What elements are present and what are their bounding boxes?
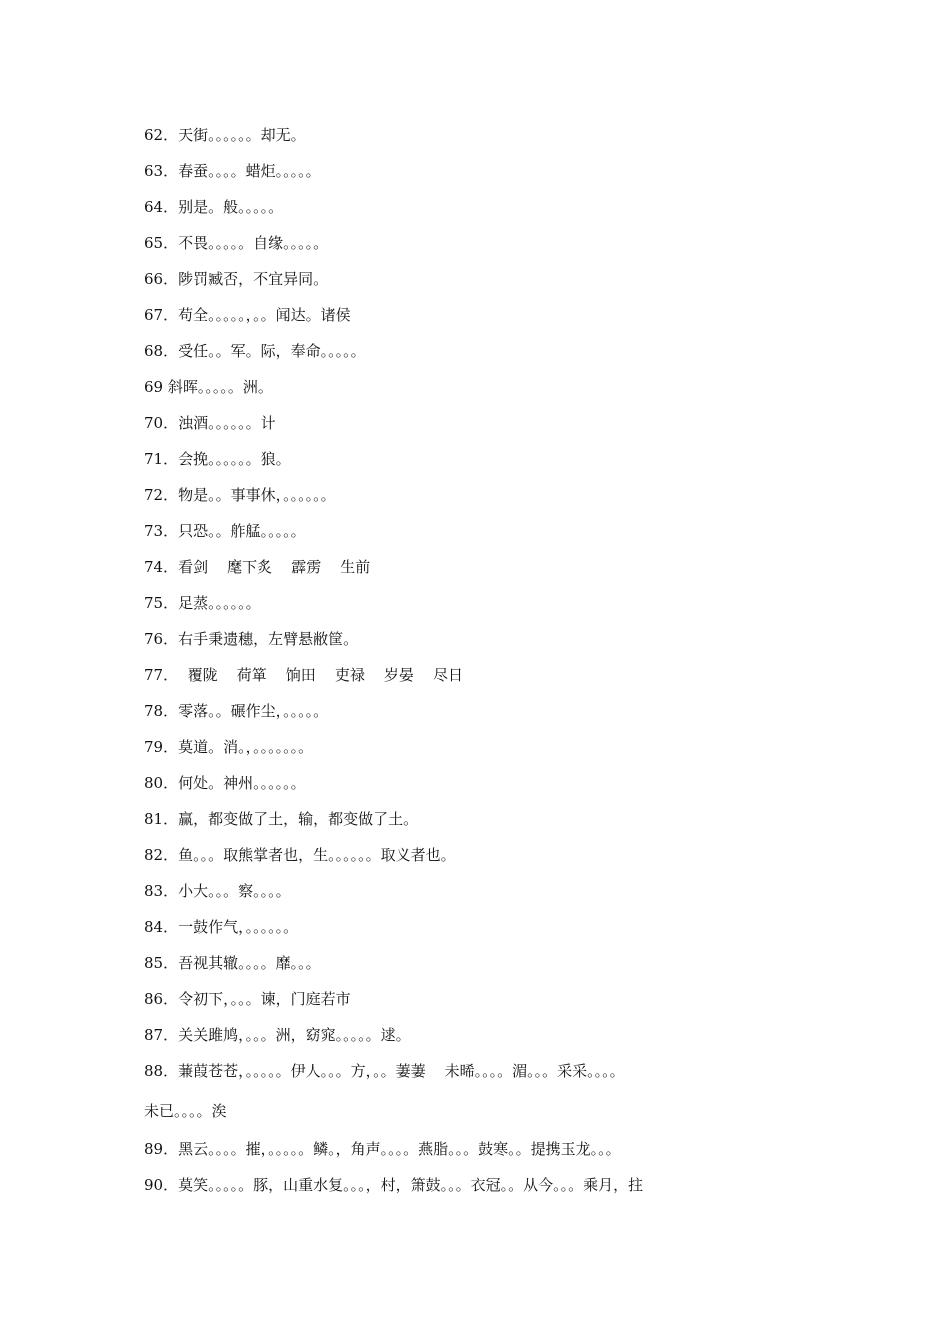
- answer-line-77: 77． 覆陇 荷箪 饷田 吏禄 岁晏 尽日: [144, 666, 463, 684]
- answer-line-90: 90．莫笑。。。。。豚，山重水复。。。，村，箫鼓。。。衣冠。。从今。。。乘月，拄: [144, 1176, 644, 1194]
- answer-line-67: 67．苟全。。。。。，。。闻达。诸侯: [144, 306, 351, 324]
- answer-line-76: 76．右手秉遗穗，左臂悬敝筐。: [144, 630, 359, 648]
- answer-line-82: 82．鱼。。。取熊掌者也，生。。。。。。取义者也。: [144, 846, 456, 864]
- answer-list: [144, 124, 834, 1210]
- answer-line-64: 64．别是。般。。。。。: [144, 198, 284, 216]
- answer-line-73: 73．只恐。。舴艋。。。。。: [144, 522, 306, 540]
- answer-line-89: 89．黑云。。。。摧，。。。。。鳞。，角声。。。。燕脂。。。鼓寒。。提携玉龙。。。: [144, 1140, 621, 1158]
- answer-line-72: 72．物是。。事事休，。。。。。。: [144, 486, 336, 504]
- answer-line-79: 79．莫道。消。，。。。。。。。: [144, 738, 314, 756]
- answer-line-81: 81．赢，都变做了土，输，都变做了土。: [144, 810, 419, 828]
- answer-line-62: 62．天街。。。。。。却无。: [144, 126, 306, 144]
- answer-line-63: 63．春蚕。。。。蜡炬。。。。。: [144, 162, 321, 180]
- answer-line-86: 86．令初下，。。。谏，门庭若市: [144, 990, 351, 1008]
- answer-line-69: 69 斜晖。。。。。洲。: [144, 378, 273, 396]
- answer-line-87: 87．关关雎鸠，。。。洲，窈窕。。。。。逑。: [144, 1026, 411, 1044]
- answer-line-70: 70．浊酒。。。。。。计: [144, 414, 276, 432]
- answer-line-84: 84．一鼓作气，。。。。。。: [144, 918, 299, 936]
- answer-line-75: 75．足蒸。。。。。。: [144, 594, 261, 612]
- answer-line-83: 83．小大。。。察。。。。: [144, 882, 291, 900]
- answer-line-85: 85．吾视其辙。。。。靡。。。: [144, 954, 321, 972]
- answer-line-78: 78．零落。。碾作尘，。。。。。: [144, 702, 329, 720]
- answer-line-71: 71．会挽。。。。。。狼。: [144, 450, 291, 468]
- answer-line-65: 65．不畏。。。。。自缘。。。。。: [144, 234, 329, 252]
- answer-line-80: 80．何处。神州。。。。。。: [144, 774, 306, 792]
- answer-line-66: 66．陟罚臧否，不宜异同。: [144, 270, 329, 288]
- answer-line-88: 88．蒹葭苍苍，。。。。。伊人。。。方，。。萋萋 未晞。。。。湄。。。采采。。。。: [144, 1062, 625, 1080]
- answer-line-74: 74．看剑 麾下炙 霹雳 生前: [144, 558, 371, 576]
- answer-line-88-continued: 未已。。。。涘: [144, 1102, 227, 1120]
- answer-line-68: 68．受任。。军。际，奉命。。。。。: [144, 342, 366, 360]
